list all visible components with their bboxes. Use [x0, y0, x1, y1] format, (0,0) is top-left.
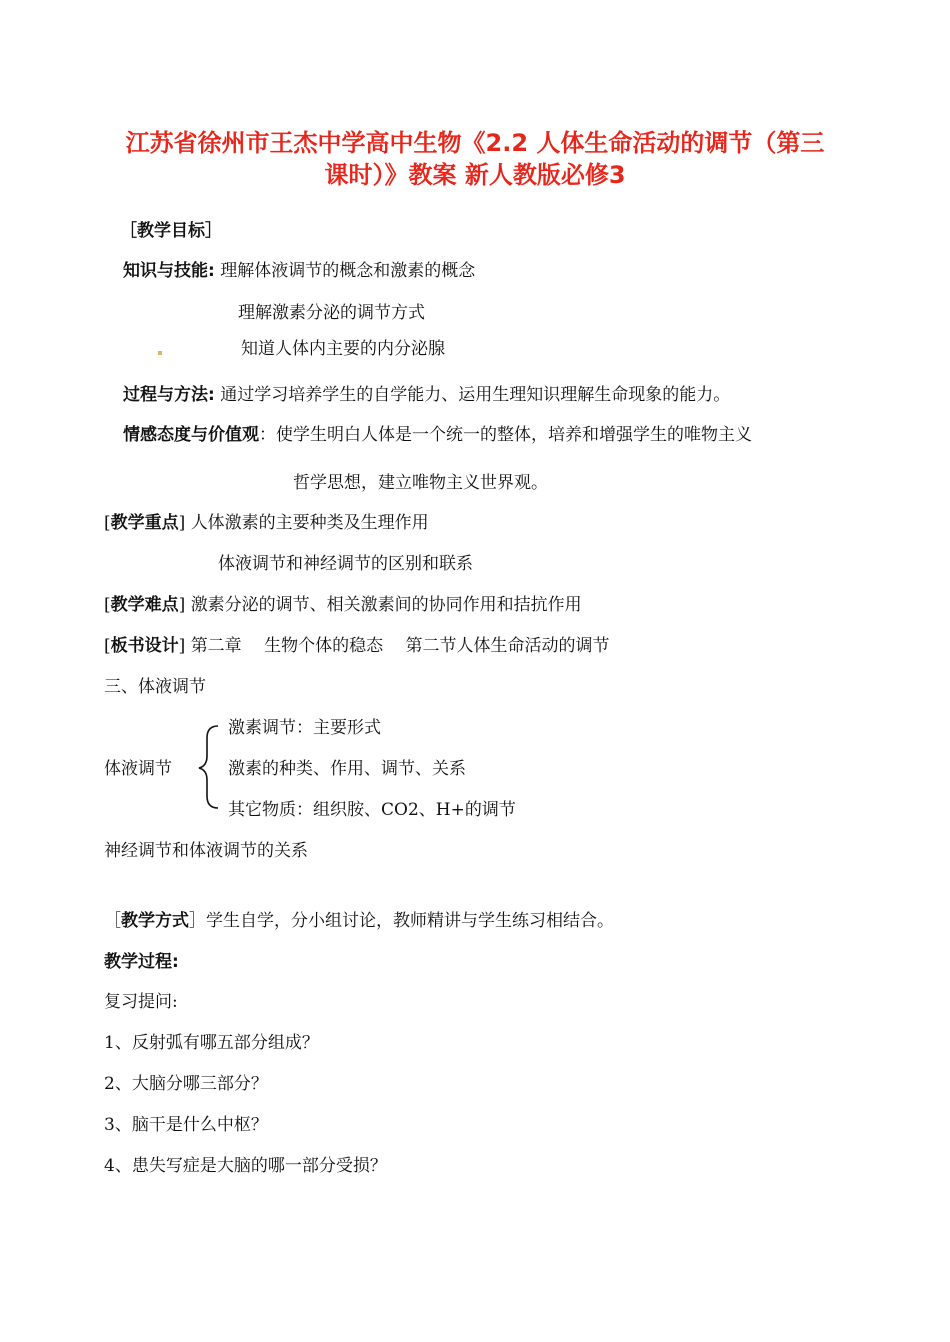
relation-text: 神经调节和体液调节的关系	[104, 841, 308, 861]
method-open: ［	[104, 911, 121, 931]
emotion-row	[123, 423, 752, 447]
brace-branch-3: 其它物质：组织胺、CO2、H+的调节	[228, 800, 516, 820]
difficulties-close: ]	[178, 595, 186, 615]
knowledge-item-2: 理解激素分泌的调节方式	[238, 303, 425, 323]
method-row	[104, 909, 614, 933]
document-title-line1: 江苏省徐州市王杰中学高中生物《2.2 人体生命活动的调节（第三	[125, 129, 825, 157]
emotion-colon: ：	[259, 425, 276, 445]
difficulties-label: 教学难点	[110, 595, 179, 615]
knowledge-item-1: 理解体液调节的概念和激素的概念	[220, 261, 476, 281]
key-points-close: ]	[178, 513, 186, 533]
process-row	[123, 383, 730, 407]
board-label: 板书设计	[110, 636, 179, 656]
emotion-text-2: 哲学思想，建立唯物主义世界观。	[293, 473, 548, 493]
method-text: 学生自学，分小组讨论，教师精讲与学生练习相结合。	[206, 911, 614, 931]
knowledge-label: 知识与技能:	[123, 261, 215, 281]
question-2: 2、大脑分哪三部分？	[104, 1074, 268, 1094]
objectives-heading: ［教学目标］	[120, 221, 222, 241]
method-close: ］	[189, 911, 206, 931]
key-points-open: [	[104, 513, 111, 533]
board-row	[104, 634, 610, 658]
process-heading: 教学过程:	[104, 952, 179, 972]
emotion-text-1: 使学生明白人体是一个统一的整体，培养和增强学生的唯物主义	[276, 425, 752, 445]
key-points-row	[104, 511, 429, 535]
brace-branch-1: 激素调节：主要形式	[228, 718, 381, 738]
difficulties-open: [	[104, 595, 111, 615]
key-points-item-2: 体液调节和神经调节的区别和联系	[218, 554, 473, 574]
key-points-item-1: 人体激素的主要种类及生理作用	[190, 513, 429, 533]
difficulties-row	[104, 593, 582, 617]
board-section: 三、体液调节	[104, 677, 206, 697]
review-label: 复习提问:	[104, 992, 178, 1012]
method-label: 教学方式	[121, 911, 189, 931]
question-3: 3、脑干是什么中枢？	[104, 1115, 268, 1135]
knowledge-row	[123, 259, 475, 283]
board-open: [	[104, 636, 111, 656]
board-text: 第二章 生物个体的稳态 第二节人体生命活动的调节	[190, 636, 610, 656]
brace-label: 体液调节	[104, 759, 172, 779]
process-text: 通过学习培养学生的自学能力、运用生理知识理解生命现象的能力。	[220, 385, 731, 405]
curly-brace-icon	[196, 722, 226, 812]
board-close: ]	[178, 636, 186, 656]
document-title-line2: 课时）》教案 新人教版必修3	[324, 161, 626, 189]
stray-dot-mark	[158, 351, 162, 355]
knowledge-item-3: 知道人体内主要的内分泌腺	[241, 339, 445, 359]
question-1: 1、反射弧有哪五部分组成？	[104, 1033, 319, 1053]
emotion-label: 情感态度与价值观	[123, 425, 259, 445]
process-label: 过程与方法:	[123, 385, 215, 405]
key-points-label: 教学重点	[110, 513, 179, 533]
brace-branch-2: 激素的种类、作用、调节、关系	[228, 759, 466, 779]
difficulties-text: 激素分泌的调节、相关激素间的协同作用和拮抗作用	[190, 595, 582, 615]
question-4: 4、患失写症是大脑的哪一部分受损？	[104, 1156, 387, 1176]
